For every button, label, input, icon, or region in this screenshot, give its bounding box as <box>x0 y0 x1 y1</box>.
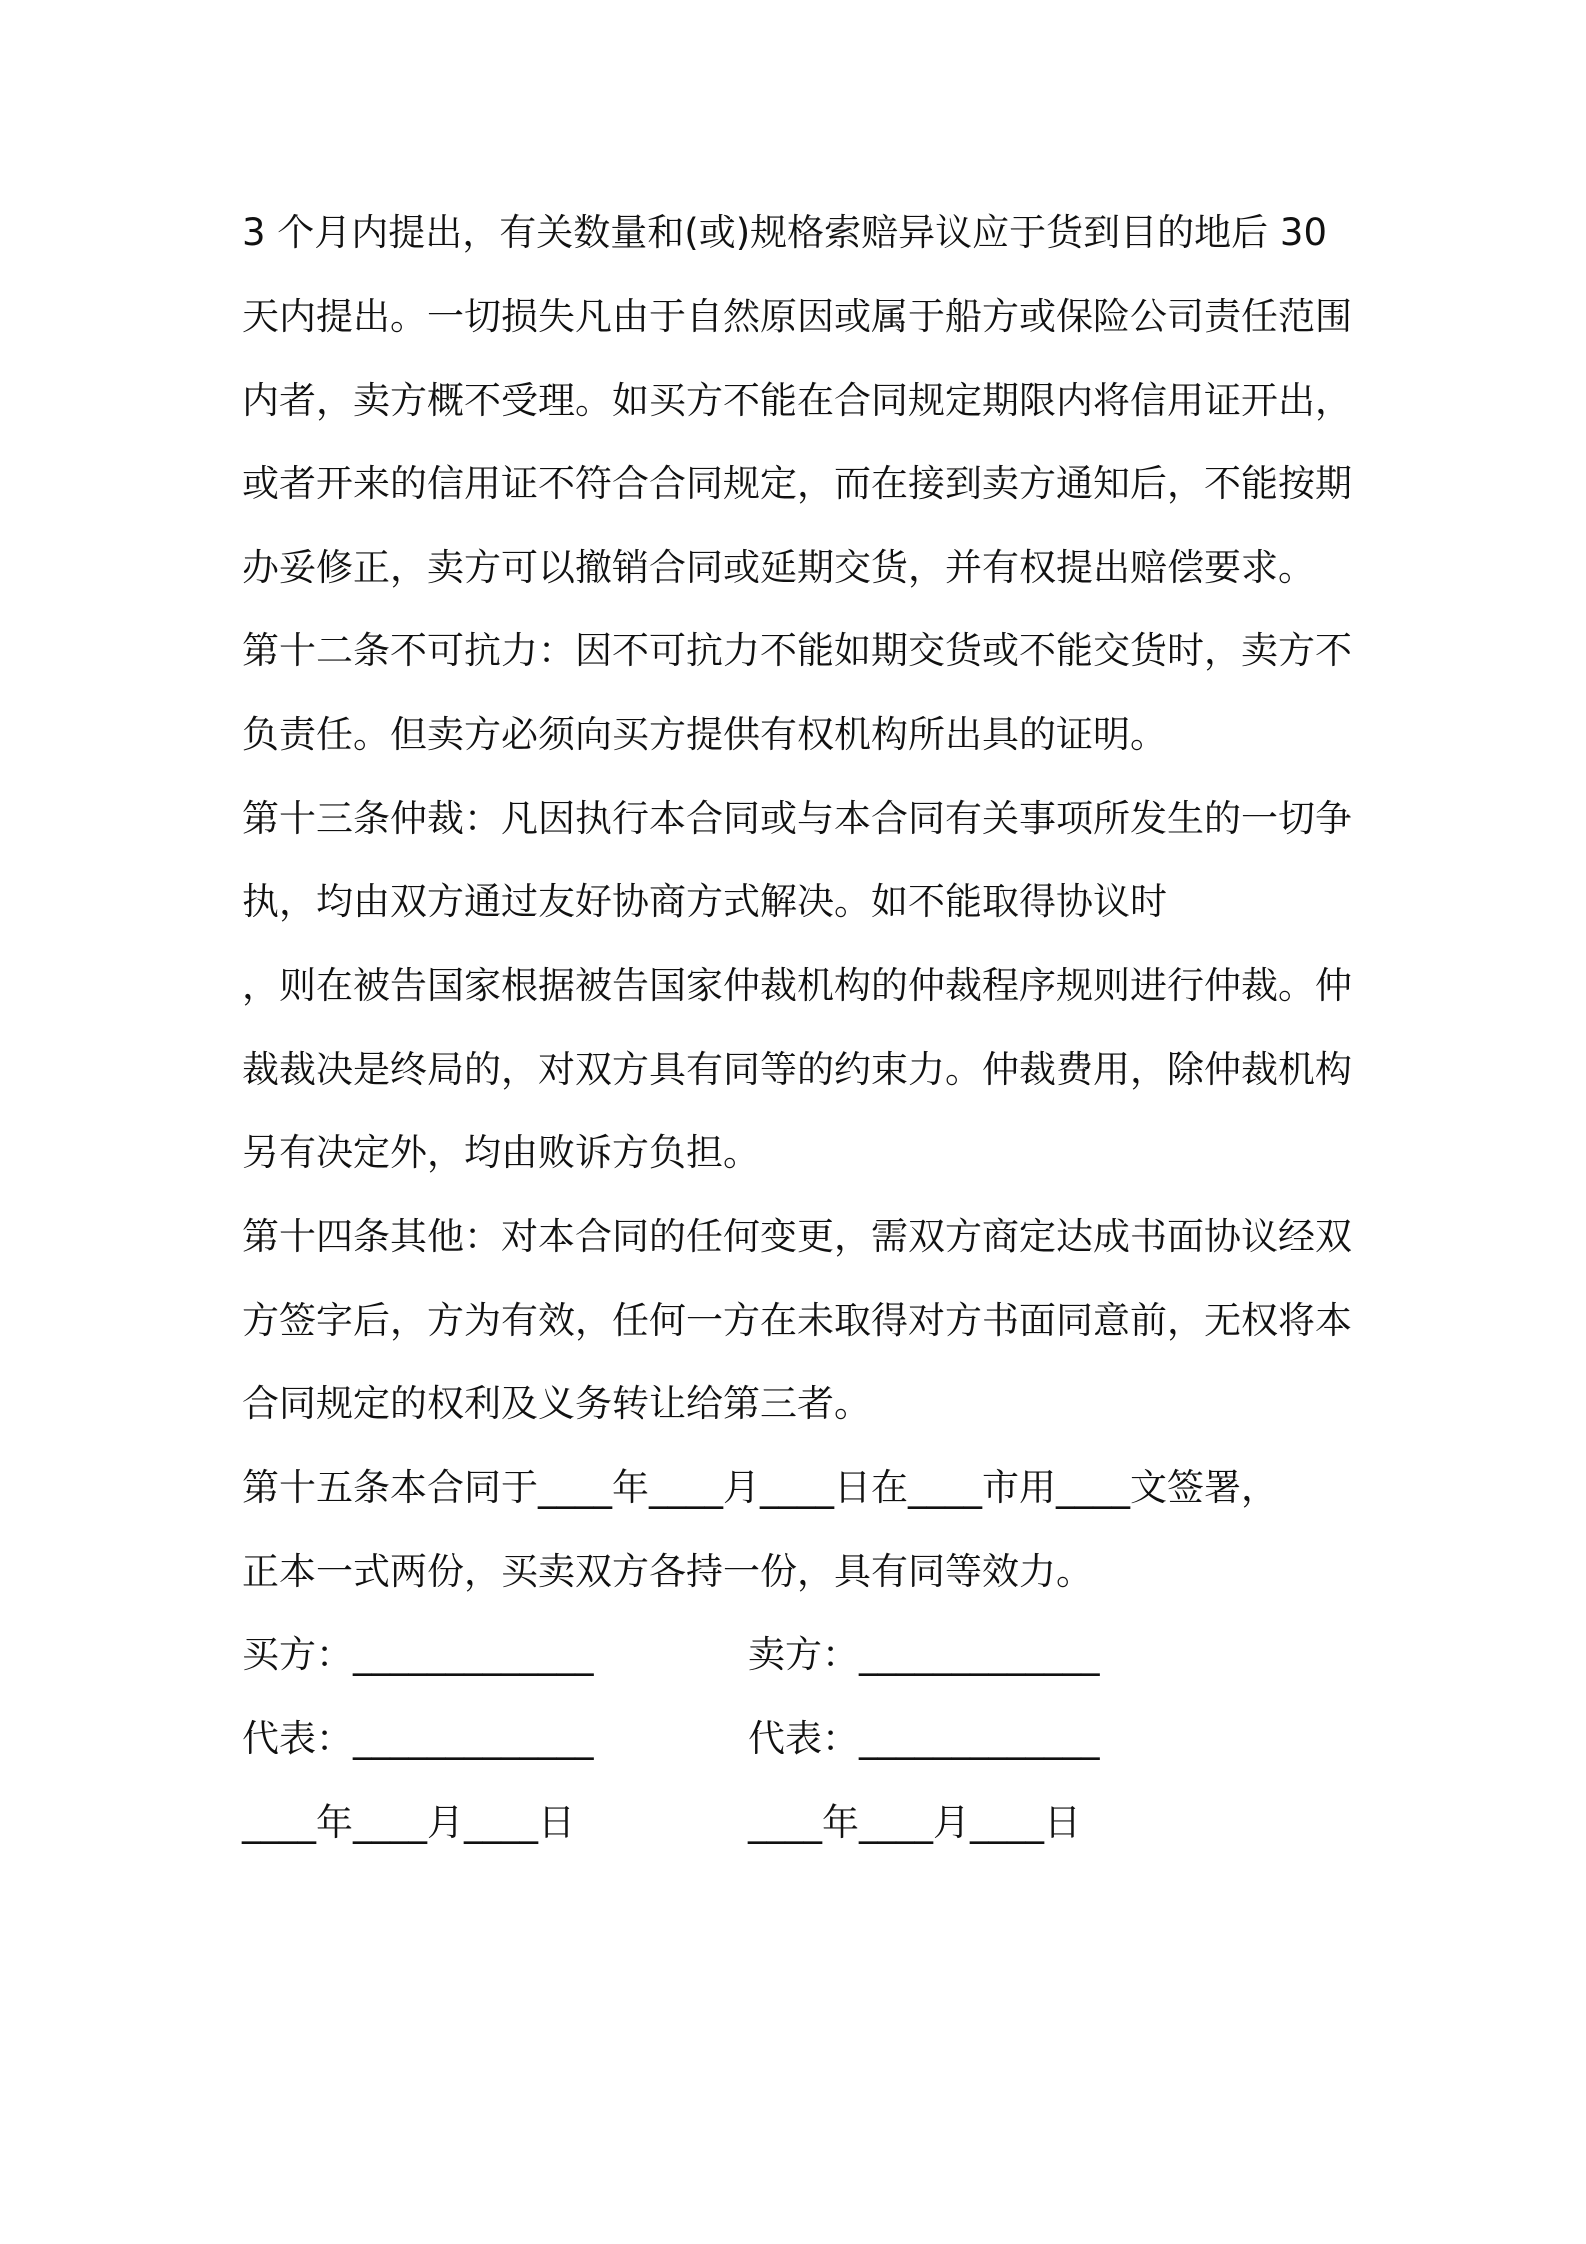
paragraph-line: 天内提出。一切损失凡由于自然原因或属于船方或保险公司责任范围 <box>242 295 1352 338</box>
article-14-line: 第十四条其他：对本合同的任何变更，需双方商定达成书面协议经双 <box>242 1215 1352 1258</box>
seller-date-field: ____年____月____日 <box>748 1801 1081 1844</box>
paragraph-line: 或者开来的信用证不符合合同规定，而在接到卖方通知后，不能按期 <box>242 462 1352 505</box>
paragraph-line: 执，均由双方通过友好协商方式解决。如不能取得协议时 <box>242 880 1167 923</box>
article-12-line: 第十二条不可抗力：因不可抗力不能如期交货或不能交货时，卖方不 <box>242 629 1352 672</box>
paragraph-line: 另有决定外，均由败诉方负担。 <box>242 1131 760 1174</box>
paragraph-line: 办妥修正，卖方可以撤销合同或延期交货，并有权提出赔偿要求。 <box>242 546 1315 589</box>
paragraph-line: 裁裁决是终局的，对双方具有同等的约束力。仲裁费用，除仲裁机构 <box>242 1048 1352 1091</box>
buyer-signature-field: 买方：_____________ <box>242 1633 594 1676</box>
buyer-representative-field: 代表：_____________ <box>242 1717 594 1760</box>
article-15-line: 第十五条本合同于____年____月____日在____市用____文签署， <box>242 1466 1278 1509</box>
buyer-date-field: ____年____月____日 <box>242 1801 575 1844</box>
seller-representative-field: 代表：_____________ <box>748 1717 1100 1760</box>
article-13-line: 第十三条仲裁：凡因执行本合同或与本合同有关事项所发生的一切争 <box>242 797 1352 840</box>
paragraph-line: 正本一式两份，买卖双方各持一份，具有同等效力。 <box>242 1550 1093 1593</box>
paragraph-line: ，则在被告国家根据被告国家仲裁机构的仲裁程序规则进行仲裁。仲 <box>242 964 1352 1007</box>
paragraph-line: 方签字后，方为有效，任何一方在未取得对方书面同意前，无权将本 <box>242 1299 1352 1342</box>
paragraph-line: 合同规定的权利及义务转让给第三者。 <box>242 1382 871 1425</box>
paragraph-line: 3 个月内提出，有关数量和(或)规格索赔异议应于货到目的地后 30 <box>242 211 1328 254</box>
paragraph-line: 负责任。但卖方必须向买方提供有权机构所出具的证明。 <box>242 713 1167 756</box>
seller-signature-field: 卖方：_____________ <box>748 1633 1100 1676</box>
paragraph-line: 内者，卖方概不受理。如买方不能在合同规定期限内将信用证开出， <box>242 379 1352 422</box>
